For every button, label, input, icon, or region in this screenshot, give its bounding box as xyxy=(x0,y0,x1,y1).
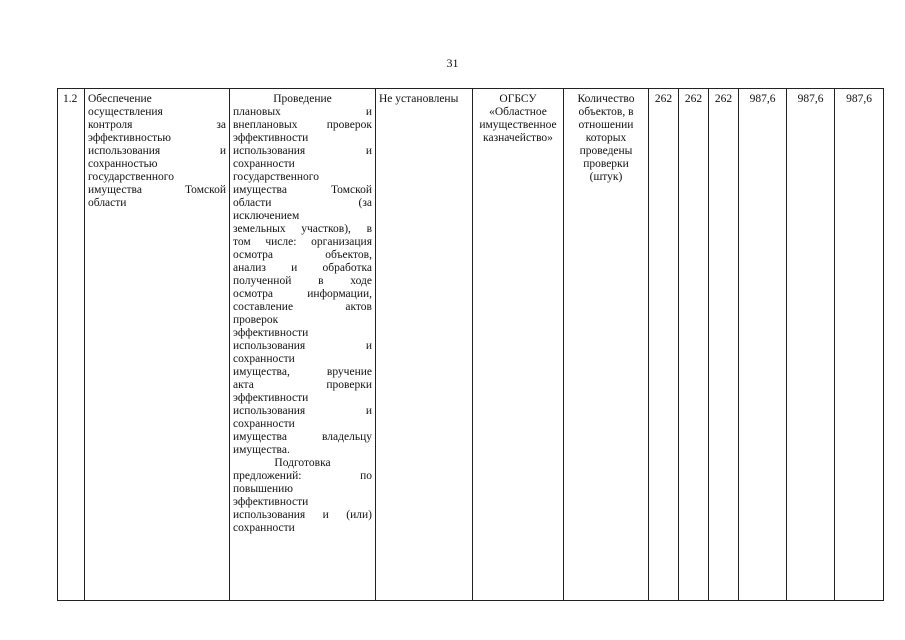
activity-line: осмотра объектов, xyxy=(233,249,372,261)
activity-line: использования и xyxy=(233,405,372,417)
amount-cell-3: 987,6 xyxy=(835,89,884,601)
measure-name-line: государственного xyxy=(88,171,174,183)
measure-name-line: Обеспечение xyxy=(88,93,152,105)
activity-line: проверок xyxy=(233,314,279,326)
activity-line: Подготовка xyxy=(274,457,331,469)
activity-line: имущества. xyxy=(233,444,290,456)
activity-line: использования и xyxy=(233,145,372,157)
value-cell-1: 262 xyxy=(649,89,679,601)
activity-line: предложений: по xyxy=(233,470,372,482)
amount-cell-1: 987,6 xyxy=(739,89,787,601)
measure-name-line: области xyxy=(88,197,127,209)
activity-line: эффективности xyxy=(233,392,309,404)
activity-line: использования и (или) xyxy=(233,509,372,521)
measure-name-cell xyxy=(85,89,230,601)
activity-line: эффективности xyxy=(233,132,309,144)
indicator-cell xyxy=(564,89,649,601)
activity-line: повышению xyxy=(233,483,293,495)
activity-line: эффективности xyxy=(233,327,309,339)
measure-name-line: осуществления xyxy=(88,106,163,118)
activity-line: осмотра информации, xyxy=(233,288,372,300)
activity-line: сохранности xyxy=(233,158,295,170)
activity-line: Проведение xyxy=(273,93,332,105)
indicator-line: Количество xyxy=(577,93,635,105)
activity-line: внеплановых проверок xyxy=(233,119,372,131)
value-cell-2: 262 xyxy=(679,89,709,601)
activity-line: государственного xyxy=(233,171,319,183)
activity-line: исключением xyxy=(233,210,300,222)
indicator-line: отношении xyxy=(578,119,634,131)
activity-line: сохранности xyxy=(233,418,295,430)
activity-line: сохранности xyxy=(233,353,295,365)
organization-cell xyxy=(473,89,564,601)
activity-line: имущества владельцу xyxy=(233,431,372,443)
deadline-cell: Не установлены xyxy=(376,89,473,601)
organization-line: ОГБСУ xyxy=(499,93,537,105)
indicator-line: объектов, в xyxy=(578,106,634,118)
activity-line: плановых и xyxy=(233,106,372,118)
measure-name-line: эффективностью xyxy=(88,132,172,144)
organization-line: «Областное xyxy=(489,106,547,118)
activity-line: том числе: организация xyxy=(233,236,372,248)
activity-line: области (за xyxy=(233,197,372,209)
activity-line: земельных участков), в xyxy=(233,223,372,235)
indicator-line: (штук) xyxy=(589,171,623,183)
amount-cell-2: 987,6 xyxy=(787,89,835,601)
measure-name-line: имущества Томской xyxy=(88,184,226,196)
activity-line: анализ и обработка xyxy=(233,262,372,274)
activity-line: сохранности xyxy=(233,522,295,534)
value-cell-3: 262 xyxy=(709,89,739,601)
measure-name-line: контроля за xyxy=(88,119,226,131)
activity-line: полученной в ходе xyxy=(233,275,372,287)
activity-line: имущества Томской xyxy=(233,184,372,196)
activity-cell xyxy=(230,89,376,601)
table-row xyxy=(58,89,884,601)
measure-name-line: сохранностью xyxy=(88,158,158,170)
measure-name-line: использования и xyxy=(88,145,226,157)
organization-line: казначейство» xyxy=(483,132,553,144)
row-number-cell: 1.2 xyxy=(58,89,85,601)
indicator-line: которых xyxy=(585,132,627,144)
page-number: 31 xyxy=(446,56,459,70)
program-table xyxy=(57,88,884,601)
organization-line: имущественное xyxy=(479,119,557,131)
activity-line: имущества, вручение xyxy=(233,366,372,378)
indicator-line: проведены xyxy=(579,145,633,157)
indicator-line: проверки xyxy=(583,158,629,170)
activity-line: составление актов xyxy=(233,301,372,313)
activity-line: акта проверки xyxy=(233,379,372,391)
activity-line: эффективности xyxy=(233,496,309,508)
activity-line: использования и xyxy=(233,340,372,352)
